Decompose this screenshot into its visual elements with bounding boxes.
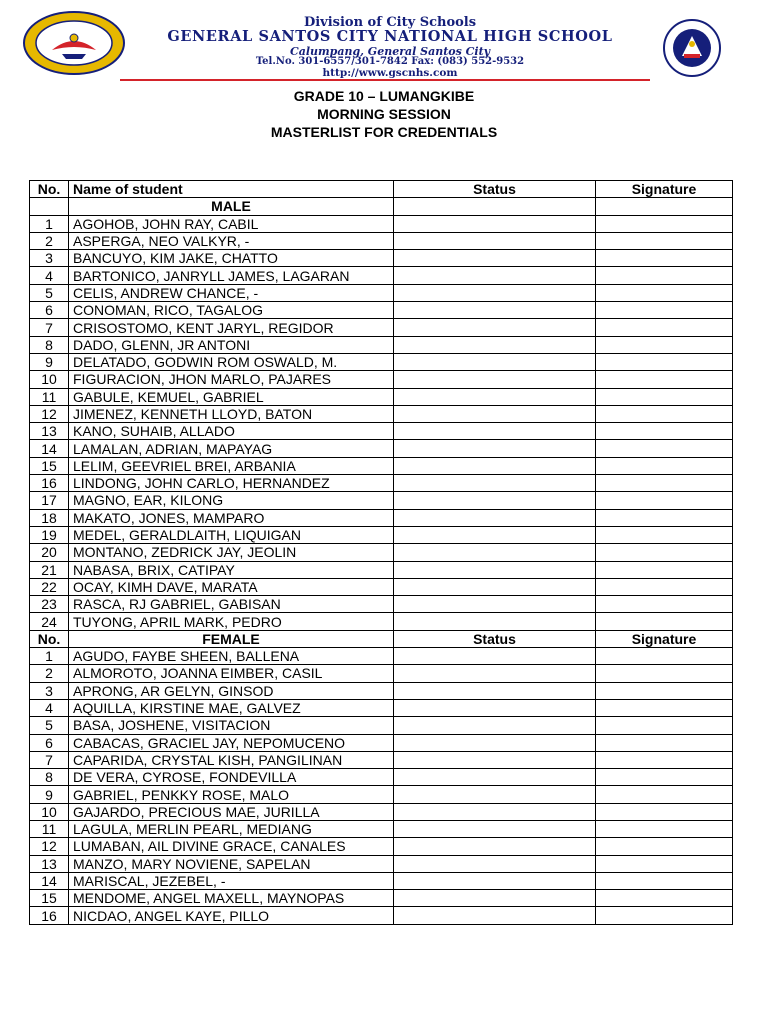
status-cell <box>394 526 596 543</box>
masterlist-table <box>29 180 733 925</box>
student-number: 24 <box>30 613 69 630</box>
student-name: LELIM, GEEVRIEL BREI, ARBANIA <box>69 457 394 474</box>
male-section-label: MALE <box>69 198 394 215</box>
status-cell <box>394 405 596 422</box>
table-row <box>30 267 733 284</box>
signature-cell <box>596 319 733 336</box>
student-number: 11 <box>30 820 69 837</box>
status-cell <box>394 353 596 370</box>
table-row <box>30 509 733 526</box>
signature-cell <box>596 648 733 665</box>
student-number: 7 <box>30 319 69 336</box>
student-number: 15 <box>30 890 69 907</box>
col-header-signature: Signature <box>596 181 733 198</box>
student-number: 3 <box>30 250 69 267</box>
table-row <box>30 872 733 889</box>
student-name: NICDAO, ANGEL KAYE, PILLO <box>69 907 394 924</box>
status-cell <box>394 544 596 561</box>
status-cell <box>394 492 596 509</box>
signature-cell <box>596 596 733 613</box>
student-number: 8 <box>30 769 69 786</box>
student-name: GAJARDO, PRECIOUS MAE, JURILLA <box>69 803 394 820</box>
table-row <box>30 820 733 837</box>
student-name: RASCA, RJ GABRIEL, GABISAN <box>69 596 394 613</box>
student-number: 19 <box>30 526 69 543</box>
student-name: CAPARIDA, CRYSTAL KISH, PANGILINAN <box>69 751 394 768</box>
student-name: APRONG, AR GELYN, GINSOD <box>69 682 394 699</box>
status-cell <box>394 682 596 699</box>
student-name: CONOMAN, RICO, TAGALOG <box>69 302 394 319</box>
student-number: 10 <box>30 371 69 388</box>
table-row <box>30 440 733 457</box>
status-cell <box>394 267 596 284</box>
table-row <box>30 838 733 855</box>
letterhead-divider <box>120 79 650 81</box>
empty-cell <box>596 198 733 215</box>
table-row <box>30 492 733 509</box>
student-name: TUYONG, APRIL MARK, PEDRO <box>69 613 394 630</box>
signature-cell <box>596 440 733 457</box>
signature-cell <box>596 751 733 768</box>
student-name: MEDEL, GERALDLAITH, LIQUIGAN <box>69 526 394 543</box>
signature-cell <box>596 907 733 924</box>
table-row <box>30 319 733 336</box>
student-name: LAMALAN, ADRIAN, MAPAYAG <box>69 440 394 457</box>
status-cell <box>394 803 596 820</box>
table-row <box>30 544 733 561</box>
table-row <box>30 371 733 388</box>
signature-cell <box>596 578 733 595</box>
student-name: AGOHOB, JOHN RAY, CABIL <box>69 215 394 232</box>
school-address: Calumpang, General Santos City <box>289 45 491 58</box>
student-number: 5 <box>30 717 69 734</box>
table-row <box>30 734 733 751</box>
status-cell <box>394 440 596 457</box>
signature-cell <box>596 717 733 734</box>
table-row <box>30 561 733 578</box>
student-name: NABASA, BRIX, CATIPAY <box>69 561 394 578</box>
signature-cell <box>596 457 733 474</box>
student-name: FIGURACION, JHON MARLO, PAJARES <box>69 371 394 388</box>
signature-cell <box>596 232 733 249</box>
status-cell <box>394 475 596 492</box>
student-name: GABRIEL, PENKKY ROSE, MALO <box>69 786 394 803</box>
student-number: 6 <box>30 302 69 319</box>
signature-cell <box>596 699 733 716</box>
signature-cell <box>596 855 733 872</box>
student-number: 16 <box>30 907 69 924</box>
signature-cell <box>596 613 733 630</box>
table-row <box>30 405 733 422</box>
signature-cell <box>596 475 733 492</box>
status-cell <box>394 665 596 682</box>
table-row <box>30 526 733 543</box>
student-number: 9 <box>30 353 69 370</box>
status-cell <box>394 907 596 924</box>
school-name: GENERAL SANTOS CITY NATIONAL HIGH SCHOOL <box>167 28 613 45</box>
student-name: BARTONICO, JANRYLL JAMES, LAGARAN <box>69 267 394 284</box>
table-row <box>30 284 733 301</box>
student-number: 4 <box>30 699 69 716</box>
status-cell <box>394 561 596 578</box>
table-row <box>30 250 733 267</box>
student-name: KANO, SUHAIB, ALLADO <box>69 423 394 440</box>
signature-cell <box>596 509 733 526</box>
signature-cell <box>596 371 733 388</box>
student-name: MONTANO, ZEDRICK JAY, JEOLIN <box>69 544 394 561</box>
status-cell <box>394 751 596 768</box>
student-name: CELIS, ANDREW CHANCE, - <box>69 284 394 301</box>
signature-cell <box>596 544 733 561</box>
status-cell <box>394 215 596 232</box>
student-name: LINDONG, JOHN CARLO, HERNANDEZ <box>69 475 394 492</box>
student-number: 8 <box>30 336 69 353</box>
signature-cell <box>596 734 733 751</box>
student-name: MARISCAL, JEZEBEL, - <box>69 872 394 889</box>
student-number: 1 <box>30 215 69 232</box>
table-row <box>30 336 733 353</box>
signature-cell <box>596 838 733 855</box>
student-number: 23 <box>30 596 69 613</box>
student-number: 10 <box>30 803 69 820</box>
student-number: 9 <box>30 786 69 803</box>
status-cell <box>394 284 596 301</box>
status-cell <box>394 232 596 249</box>
col-header-name: Name of student <box>69 181 394 198</box>
status-cell <box>394 872 596 889</box>
female-col-header-status: Status <box>394 630 596 647</box>
student-name: LUMABAN, AIL DIVINE GRACE, CANALES <box>69 838 394 855</box>
status-cell <box>394 855 596 872</box>
status-cell <box>394 423 596 440</box>
school-contact: Tel.No. 301-6557/301-7842 Fax: (083) 552-9532 <box>255 56 525 67</box>
student-name: MANZO, MARY NOVIENE, SAPELAN <box>69 855 394 872</box>
student-number: 18 <box>30 509 69 526</box>
signature-cell <box>596 803 733 820</box>
student-number: 4 <box>30 267 69 284</box>
student-name: CABACAS, GRACIEL JAY, NEPOMUCENO <box>69 734 394 751</box>
table-row <box>30 613 733 630</box>
signature-cell <box>596 682 733 699</box>
letterhead <box>0 0 768 82</box>
col-header-no: No. <box>30 181 69 198</box>
status-cell <box>394 578 596 595</box>
status-cell <box>394 648 596 665</box>
female-header-row <box>30 630 733 647</box>
student-number: 6 <box>30 734 69 751</box>
table-row <box>30 665 733 682</box>
student-number: 20 <box>30 544 69 561</box>
student-number: 12 <box>30 405 69 422</box>
status-cell <box>394 509 596 526</box>
student-name: BANCUYO, KIM JAKE, CHATTO <box>69 250 394 267</box>
student-name: DE VERA, CYROSE, FONDEVILLA <box>69 769 394 786</box>
student-number: 17 <box>30 492 69 509</box>
student-name: JIMENEZ, KENNETH LLOYD, BATON <box>69 405 394 422</box>
table-row <box>30 717 733 734</box>
table-row <box>30 215 733 232</box>
student-number: 2 <box>30 665 69 682</box>
status-cell <box>394 890 596 907</box>
signature-cell <box>596 665 733 682</box>
status-cell <box>394 717 596 734</box>
col-header-status: Status <box>394 181 596 198</box>
student-name: AQUILLA, KIRSTINE MAE, GALVEZ <box>69 699 394 716</box>
student-name: MAKATO, JONES, MAMPARO <box>69 509 394 526</box>
student-number: 22 <box>30 578 69 595</box>
table-row <box>30 648 733 665</box>
signature-cell <box>596 267 733 284</box>
table-row <box>30 699 733 716</box>
female-section-label: FEMALE <box>69 630 394 647</box>
student-number: 15 <box>30 457 69 474</box>
student-number: 3 <box>30 682 69 699</box>
student-name: GABULE, KEMUEL, GABRIEL <box>69 388 394 405</box>
student-number: 11 <box>30 388 69 405</box>
student-name: OCAY, KIMH DAVE, MARATA <box>69 578 394 595</box>
status-cell <box>394 302 596 319</box>
table-row <box>30 457 733 474</box>
student-number: 1 <box>30 648 69 665</box>
school-website: http://www.gscnhs.com <box>322 67 458 79</box>
table-row <box>30 751 733 768</box>
student-number: 13 <box>30 855 69 872</box>
signature-cell <box>596 872 733 889</box>
student-name: DELATADO, GODWIN ROM OSWALD, M. <box>69 353 394 370</box>
empty-cell <box>394 198 596 215</box>
signature-cell <box>596 215 733 232</box>
status-cell <box>394 734 596 751</box>
signature-cell <box>596 250 733 267</box>
session-title: MORNING SESSION <box>317 106 451 122</box>
table-row <box>30 596 733 613</box>
table-row <box>30 302 733 319</box>
table-row <box>30 769 733 786</box>
student-number: 7 <box>30 751 69 768</box>
student-name: MENDOME, ANGEL MAXELL, MAYNOPAS <box>69 890 394 907</box>
student-name: DADO, GLENN, JR ANTONI <box>69 336 394 353</box>
signature-cell <box>596 423 733 440</box>
table-row <box>30 890 733 907</box>
division-name: Division of City Schools <box>303 15 477 30</box>
status-cell <box>394 388 596 405</box>
signature-cell <box>596 526 733 543</box>
table-row <box>30 786 733 803</box>
status-cell <box>394 699 596 716</box>
status-cell <box>394 838 596 855</box>
female-col-header-signature: Signature <box>596 630 733 647</box>
table-row <box>30 475 733 492</box>
table-row <box>30 232 733 249</box>
signature-cell <box>596 786 733 803</box>
female-col-header-no: No. <box>30 630 69 647</box>
signature-cell <box>596 890 733 907</box>
student-number: 14 <box>30 440 69 457</box>
status-cell <box>394 596 596 613</box>
table-row <box>30 855 733 872</box>
signature-cell <box>596 769 733 786</box>
student-number: 16 <box>30 475 69 492</box>
school-seal-icon <box>22 10 126 76</box>
student-name: MAGNO, EAR, KILONG <box>69 492 394 509</box>
signature-cell <box>596 405 733 422</box>
male-section-row <box>30 198 733 215</box>
signature-cell <box>596 388 733 405</box>
deped-seal-icon <box>648 18 736 78</box>
grade-section-title: GRADE 10 – LUMANGKIBE <box>293 88 475 104</box>
signature-cell <box>596 820 733 837</box>
signature-cell <box>596 284 733 301</box>
table-row <box>30 682 733 699</box>
student-number: 12 <box>30 838 69 855</box>
student-name: CRISOSTOMO, KENT JARYL, REGIDOR <box>69 319 394 336</box>
table-row <box>30 353 733 370</box>
status-cell <box>394 371 596 388</box>
status-cell <box>394 250 596 267</box>
masterlist-body <box>30 198 733 924</box>
status-cell <box>394 336 596 353</box>
student-number: 13 <box>30 423 69 440</box>
status-cell <box>394 820 596 837</box>
signature-cell <box>596 302 733 319</box>
student-name: AGUDO, FAYBE SHEEN, BALLENA <box>69 648 394 665</box>
student-name: ASPERGA, NEO VALKYR, - <box>69 232 394 249</box>
signature-cell <box>596 492 733 509</box>
table-row <box>30 423 733 440</box>
student-name: LAGULA, MERLIN PEARL, MEDIANG <box>69 820 394 837</box>
table-row <box>30 803 733 820</box>
signature-cell <box>596 353 733 370</box>
empty-cell <box>30 198 69 215</box>
student-number: 5 <box>30 284 69 301</box>
table-row <box>30 578 733 595</box>
table-row <box>30 388 733 405</box>
student-number: 21 <box>30 561 69 578</box>
status-cell <box>394 769 596 786</box>
status-cell <box>394 319 596 336</box>
document-title: MASTERLIST FOR CREDENTIALS <box>270 124 498 140</box>
status-cell <box>394 786 596 803</box>
student-number: 14 <box>30 872 69 889</box>
student-name: BASA, JOSHENE, VISITACION <box>69 717 394 734</box>
student-name: ALMOROTO, JOANNA EIMBER, CASIL <box>69 665 394 682</box>
status-cell <box>394 457 596 474</box>
signature-cell <box>596 561 733 578</box>
table-header-row <box>30 181 733 198</box>
status-cell <box>394 613 596 630</box>
student-number: 2 <box>30 232 69 249</box>
table-row <box>30 907 733 924</box>
signature-cell <box>596 336 733 353</box>
